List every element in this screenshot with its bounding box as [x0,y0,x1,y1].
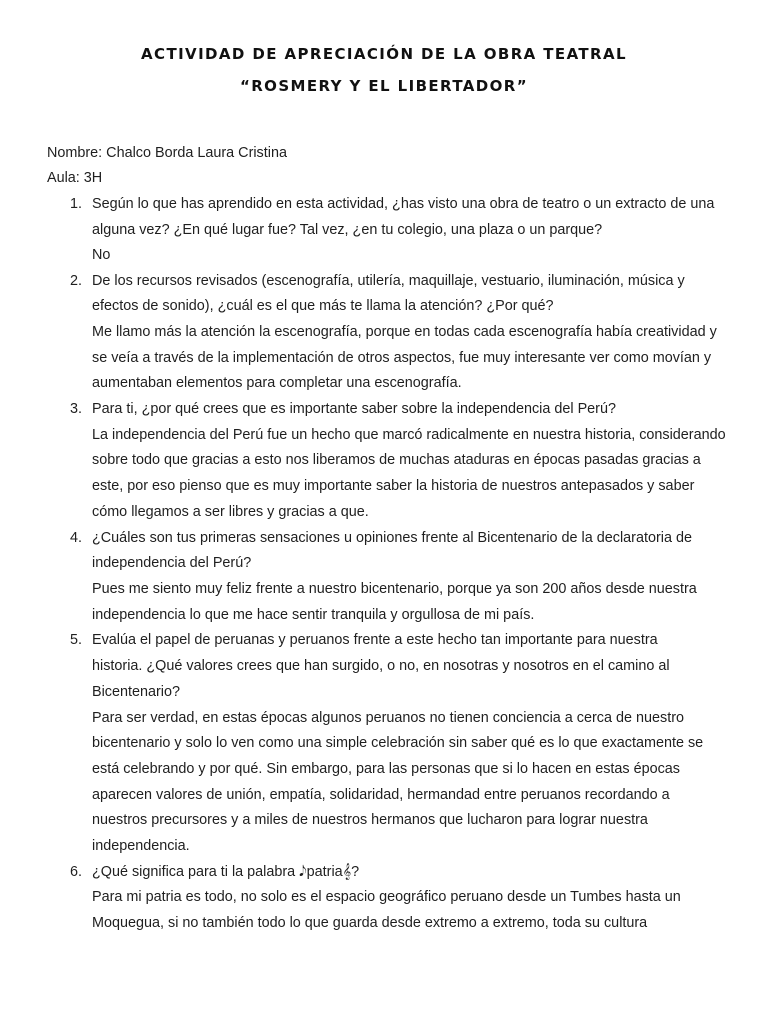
answer-text: Pues me siento muy feliz frente a nuestro bicentenario, porque ya son 200 años desde nuestra [92,581,697,597]
question-text: De los recursos revisados (escenografía, utilería, maquillaje, vestuario, iluminación, música y [92,273,685,289]
answer-text: No [92,247,111,263]
question-number: 1. [70,196,83,212]
answer-text: La independencia del Perú fue un hecho que marcó radicalmente en nuestra historia, considerando [92,427,726,443]
question-text: efectos de sonido), ¿cuál es el que más te llama la atención? ¿Por qué? [92,298,554,314]
document-title: ACTIVIDAD DE APRECIACIÓN DE LA OBRA TEATRAL [141,45,627,63]
question-number: 6. [70,864,83,880]
answer-text: cómo llegamos a ser libres y gracias a que. [92,504,369,520]
document-subtitle: “ROSMERY Y EL LIBERTADOR” [239,77,529,95]
question-text: alguna vez? ¿En qué lugar fue? Tal vez, ¿en tu colegio, una plaza o un parque? [92,222,603,238]
question-text: Para ti, ¿por qué crees que es importante saber sobre la independencia del Perú? [92,401,616,417]
question-text: Según lo que has aprendido en esta actividad, ¿has visto una obra de teatro o un extracto de una [92,196,715,212]
question-text: Evalúa el papel de peruanas y peruanos frente a este hecho tan importante para nuestra [92,632,658,648]
answer-text: este, por eso pienso que es muy importante saber la historia de nuestros antepasados y saber [92,478,695,494]
answer-text: Moquegua, si no también todo lo que guarda desde extremo a extremo, toda su cultura [92,915,648,931]
question-text: Bicentenario? [92,684,181,700]
question-text: ¿Qué significa para ti la palabra 𝅘𝅥𝅮patria𝄞? [92,864,360,880]
answer-text: aparecen valores de unión, empatía, solidaridad, hermandad entre peruanos recordando a [92,787,670,803]
student-name: Nombre: Chalco Borda Laura Cristina [47,145,287,161]
answer-text: Me llamo más la atención la escenografía, porque en todas cada escenografía había creatividad y [92,324,717,340]
answer-text: independencia lo que me hace sentir tranquila y orgullosa de mi país. [92,607,535,623]
answer-text: aumentaban elementos para completar una escenografía. [92,375,462,391]
question-number: 2. [70,273,83,289]
answer-text: sobre todo que gracias a esto nos liberamos de muchas ataduras en épocas pasadas gracias a [92,452,701,468]
question-text: ¿Cuáles son tus primeras sensaciones u opiniones frente al Bicentenario de la declaratoria de [92,530,692,546]
answer-text: bicentenario y solo lo ven como una simple celebración sin saber qué es lo que exactamente se [92,735,704,751]
answer-text: Para mi patria es todo, no solo es el espacio geográfico peruano desde un Tumbes hasta un [92,889,681,905]
answer-text: nuestros precursores y a miles de nuestros hermanos que lucharon para lograr nuestra [92,812,648,828]
answer-text: independencia. [92,838,190,854]
answer-text: está celebrando y por qué. Sin embargo, para las personas que si lo hacen en estas épocas [92,761,680,777]
student-classroom: Aula: 3H [47,170,103,186]
question-text: independencia del Perú? [92,555,252,571]
question-number: 3. [70,401,83,417]
question-number: 4. [70,530,83,546]
question-number: 5. [70,632,83,648]
answer-text: se veía a través de la implementación de otros aspectos, fue muy interesante ver como movían y [92,350,712,366]
answer-text: Para ser verdad, en estas épocas algunos peruanos no tienen conciencia a cerca de nuestro [92,710,684,726]
question-text: historia. ¿Qué valores crees que han surgido, o no, en nosotras y nosotros en el camino al [92,658,670,674]
